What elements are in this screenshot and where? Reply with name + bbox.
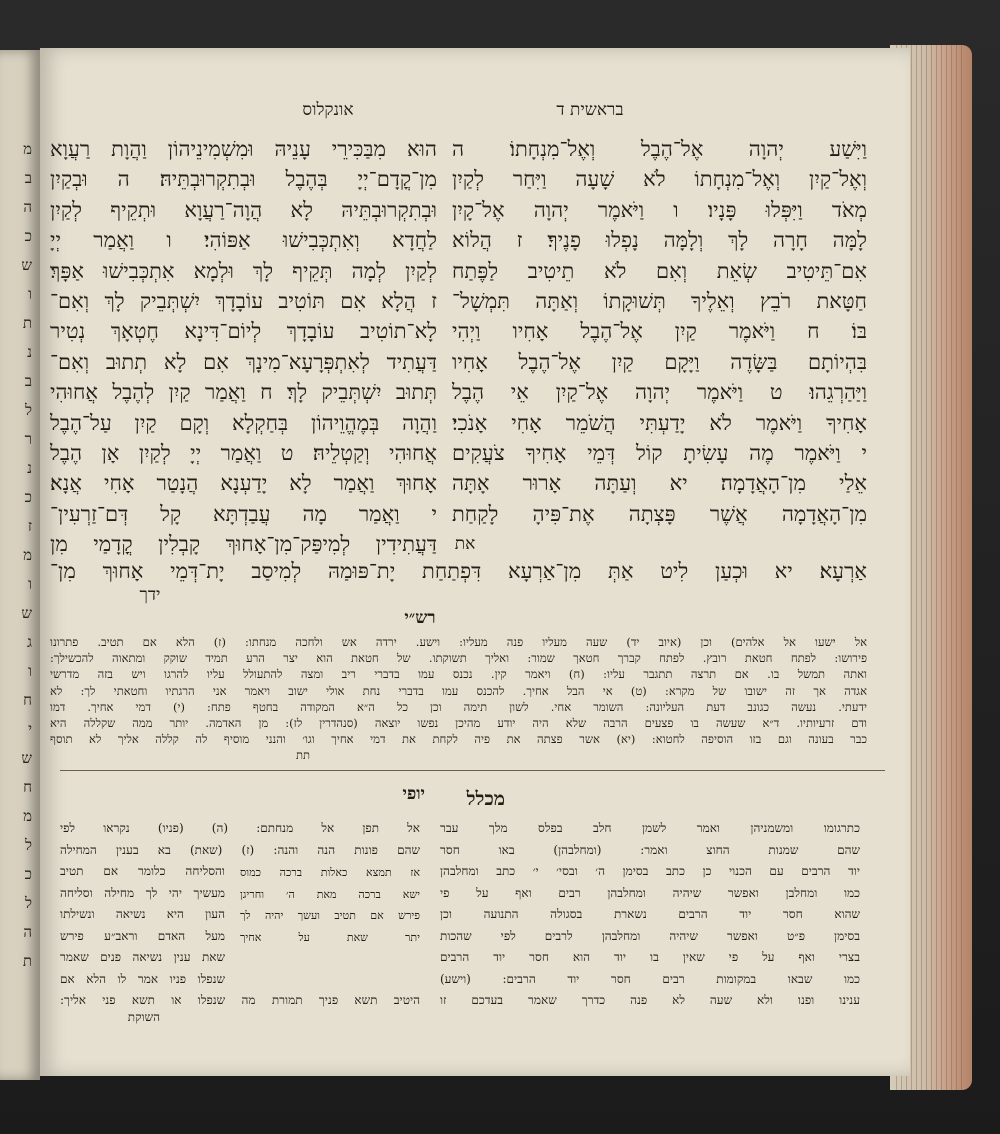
text-line: שהוא חסר יוד הרבים נשארת בסגולה התנועה וכן [440,907,860,921]
left-page-fragment: כ [24,488,32,506]
left-page-fragment: נ [27,459,32,477]
text-line: מעשיך יהי לך מחילה וסליחה [60,885,225,900]
left-page-fragment: ו [28,662,32,680]
left-page-fragment: ת [22,314,32,332]
text-line: י וַאֲמַר מָה עֲבַדְתָּא קָל דְּם־זַרְעִין־ [50,501,437,526]
text-line: פירושו: לפתח חטאת רובץ. לפתח קברך חטאך שמור: ואליך תשוקתו. של חטאת הוא יצר הרע תמיד שוקק ומתאוה להכשילך: [50,651,867,666]
left-page-fragment: ר [24,430,32,448]
page-edge-line [936,45,937,1090]
text-line: מעל האדם וראב״ע פירש [60,928,225,943]
text-line: וַיִּשַׁע יְהוָה אֶל־הֶבֶל וְאֶל־מִנְחָתוֹ׃ ה [452,137,867,161]
left-page-fragment: ו [28,285,32,303]
page-edge-line [961,45,962,1090]
text-line: אָחִיךָ וַיֹּאמֶר לֹא יָדַעְתִּי הֲשֹׁמֵר אָחִי אָנֹכִי׃ [452,410,867,435]
text-line: וַהֲוָה בְּמֶהֱוֵיהוֹן בְּחַקְלָא וְקָם קַיִן עַל־הֶבֶל [50,410,437,435]
section-divider [60,770,885,771]
text-line: בסימן פ״ט ואפשר שיהיה ומחלבהן לרבים לפי שהכות [440,928,860,943]
left-page-fragment: כ [24,865,32,883]
text-line: פירש אם תטיב ועשך יהיה לך [240,909,420,922]
text-line: ואתה תמשל בו. אם תרצה תתגבר עליו: (ח) ויאמר קין. נכנס עמו בדברי ריב ומצה להתעולל עליו להרגו ויש בזה מדרשי [50,667,867,682]
text-line: אז תמצא כאלות ברכה כמוס [240,866,420,879]
left-page-fragment: ש [21,256,32,274]
page-edge-line [941,45,942,1090]
text-line: יתר שאת על אחיך [240,930,420,944]
left-page-fragment: י [28,720,32,738]
left-page-fragment: ח [23,778,32,796]
left-page-fragment: ל [24,401,32,419]
text-line: שנפלו פניו אמר לו הלא אם [60,971,225,986]
text-line: היטיב תשא פניך תמורת מה שנפלו או תשא פני אליך: [60,993,420,1007]
text-line: כתרגומו ומשמניהן ואמר לשמן חלב בפלס מלך עבר [440,821,860,835]
left-page-fragment: ל [24,894,32,912]
text-line: אֲחוּהִי וְקַטְלֵיהּ׃ ט וַאֲמַר יְיָ לְקַיִן אָן הֶבֶל [50,441,437,465]
page-edge-line [916,45,917,1090]
text-line: הוּא מִבַּכִּירֵי עָנֵיהּ וּמִשְׁמִינֵיהוֹן וַהֲוָת רַעֲוָא [50,137,437,161]
onkelos-catchword: ידך [139,585,161,605]
text-line: ידעתי. נעשה כגונב דעת העליונה: השומר אחי. לשון תימה וכן כל ה״א המקודה בחטף פתח: (י) דמי אחיך. דמו [50,699,867,714]
left-page-fragment: ה [23,198,32,216]
left-page-fragment: ז [27,517,32,535]
page-edge-line [931,45,932,1090]
michlal-title: מכלל [466,788,505,810]
left-page-fragment: ב [24,372,32,390]
text-line: אָחוּךְ וַאֲמַר לָא יָדַעְנָא הֲנָטַר אָחִי אֲנָא׃ [50,471,437,496]
text-line: מְאֹד וַיִּפְּלוּ פָּנָיו׃ ו וַיֹּאמֶר יְהוָה אֶל־קָיִן [452,197,867,222]
running-header-book: בראשית ד [556,100,624,120]
left-page-fragment: ה [23,923,32,941]
text-line: דַּעֲתִיד לְאִתְפְּרָעָא־מִינָךְ אִם לָא תְתוּב וְאִם־ [50,349,437,374]
left-page-fragment: כ [24,227,32,245]
text-line: לַחֲדָא וְאִתְכְּבִישׁוּ אַפּוֹהִי׃ ו וַאֲמַר יְיָ [50,228,437,253]
text-line: שהם שמנות החוצ ואמר: (ומחלבהן) באו חסר [440,842,860,857]
text-line: לָמָּה חָרָה לָךְ וְלָמָּה נָפְלוּ פָנֶיךָ׃ ז הֲלוֹא [452,228,867,253]
text-line: מִן־הָאֲדָמָה אֲשֶׁר פָּצְתָה אֶת־פִּיהָ לָקַחַת [452,501,867,526]
left-page-fragment: ח [23,691,32,709]
text-line: וְאֶל־קַיִן וְאֶל־מִנְחָתוֹ לֹא שָׁעָה וַיִּחַר לְקַיִן [452,167,867,192]
text-line: כמו שבאו במקומות רבים חסר יוד הרבים: (וישע) [440,971,860,986]
text-line: תת [295,748,310,762]
text-line: לְקַיִן לְמָה תְּקֵיף לָךְ וּלְמָא אִתְכְּבִישׁוּ אַפָּךְ׃ [50,258,437,283]
text-line: כמו ומחלבן ואפשר שיהיה ומחלבהן רבים ואף על פי [440,885,860,900]
left-page-fragment: נ [27,343,32,361]
text-line: וּבְתִקְרוּבְתֵּיהּ לָא הֲוָה־רַעֲוָא וּתְקֵיף לְקַיִן [50,197,437,222]
text-line: העון היא נשיאה ונשילתו [60,907,225,921]
rashi-title: רש״י [404,608,436,628]
left-page-fragment: מ [23,546,32,564]
text-line: לָא־תוֹטִיב עוֹבָדָךְ לְיוֹם־דִּינָא חֶטְאָךְ נְטִיר [50,319,437,344]
text-line: בִּהְיוֹתָם בַּשָּׂדֶה וַיָּקָם קַיִן אֶל־הֶבֶל אָחִיו [452,349,867,374]
left-page-fragment: ת [22,952,32,970]
running-header-onkelos: אונקלוס [302,100,354,120]
text-line: השוקת [127,1010,160,1024]
left-page-fragment: ו [28,575,32,593]
page-edge-line [951,45,952,1090]
text-line: י וַיֹּאמֶר מֶה עָשִׂיתָ קוֹל דְּמֵי אָחִיךָ צֹעֲקִים [452,441,867,465]
text-line: והסליחה כלומר אם תטיב [60,864,225,878]
left-page-fragment: ש [21,604,32,622]
text-line: בּוֹ׃ ח וַיֹּאמֶר קַיִן אֶל־הֶבֶל אָחִיו וַיְהִי [452,319,867,344]
text-line: אגדה אך זה ישובו של מקרא: (ט) אי הבל אחיך. להכנס עמו בדברי נחת אולי ישוב ויאמר אני הרגתיו וחטאתי לך: לא [50,683,867,698]
text-line: בצרי ואף על פי שאין בו יוד הוא חסר יוד הרבים [440,950,860,964]
text-line: ז הֲלָא אִם תּוֹטִיב עוֹבָדָךְ יִשְׁתְּבֵיק לָךְ וְאִם־ [50,289,437,313]
text-line: אַרְעָא׃ יא וּכְעַן לִיט אַתְּ מִן־אַרְעָא דִּפְתַחַת יָת־פּוּמַהּ לְמִיסַב יָת־דְּמֵי אָחוּךְ מִן־ [50,559,867,583]
text-line: תְּתוּב יִשְׁתְּבֵיק לָךְ׃ ח וַאֲמַר קַיִן לְהֶבֶל אֲחוּהִי [50,380,437,405]
text-line: ישא ברכה מאת ה׳ וחריגן [240,887,420,901]
text-line: ודם זרעיותיו. ד״א שעשה בו פצעים הרבה שלא היה יודע מהיכן נפשו יוצאה (סנהדרין לז): מן האדמה. יותר ממה שקללה היא [50,716,867,730]
left-page-fragment: ש [21,749,32,767]
page-edge-line [911,45,912,1090]
hebrew-catchword: את [454,534,476,554]
text-line: מִן־קֳדָם־יְיָ בְּהֶבֶל וּבְתִקְרוּבְתֵּיהּ׃ ה וּבְקַיִן [50,167,437,192]
text-line: דַּעֲתִידִין לְמִיפַּק־מִן־אָחוּךְ קָבְלִין קֳדָמַי מִן [50,532,437,557]
text-line: וַיַּהַרְגֵהוּ׃ ט וַיֹּאמֶר יְהוָה אֶל־קַיִן אֵי הֶבֶל [452,380,867,405]
page-edge-line [926,45,927,1090]
text-line: חַטָּאת רֹבֵץ וְאֵלֶיךָ תְּשׁוּקָתוֹ וְאַתָּה תִּמְשָׁל־ [452,289,867,313]
left-facing-page [0,50,40,1080]
page-edge-line [946,45,947,1090]
page-edge-line [956,45,957,1090]
left-page-fragment: ג [27,633,32,651]
page-edge-line [921,45,922,1090]
text-line: שהם פונות הנה והנה: (ז) (שאת) בא בענין המחילה [60,842,420,857]
book-page [40,48,910,1076]
text-line: יוד הרבים עם הכנוי כן כתב בסימן ה׳ ובסי׳ י׳ כתב ומחלבהן [440,864,860,878]
text-line: ענינו ופנו ולא שעה לא פנה כדרך שאמר בעדכם זו [440,993,860,1007]
left-page-fragment: ל [24,836,32,854]
yofi-title: יופי [402,784,425,804]
text-line: אל ישעו אל אלהים) וכן (איוב יד) שעה מעליו פנה מעליו: וישע. ירדה אש ולחכה מנחתו: (ז) הלא אם תטיב. פתרונו [50,635,867,649]
left-page-fragment: ב [24,169,32,187]
text-line: אל תפן אל מנחתם: (ה) (פניו) נקראו לפי [60,821,420,835]
text-line: שאת ענין נשיאה פנים שאמר [60,950,225,964]
text-line: כבר בעונה וגם בזו הוסיפה לחטוא: (יא) אשר פצתה את פיה לקחת את דמי אחיך וגו׳ והנני מוסיף לה קללה אליך לא תוסף [50,732,867,747]
text-line: אֵלַי מִן־הָאֲדָמָה׃ יא וְעַתָּה אָרוּר אָתָּה [452,471,867,496]
left-page-fragment: מ [23,807,32,825]
left-page-fragment: מ [23,140,32,158]
text-line: אִם־תֵּיטִיב שְׂאֵת וְאִם לֹא תֵיטִיב לַפֶּתַח [452,258,867,283]
